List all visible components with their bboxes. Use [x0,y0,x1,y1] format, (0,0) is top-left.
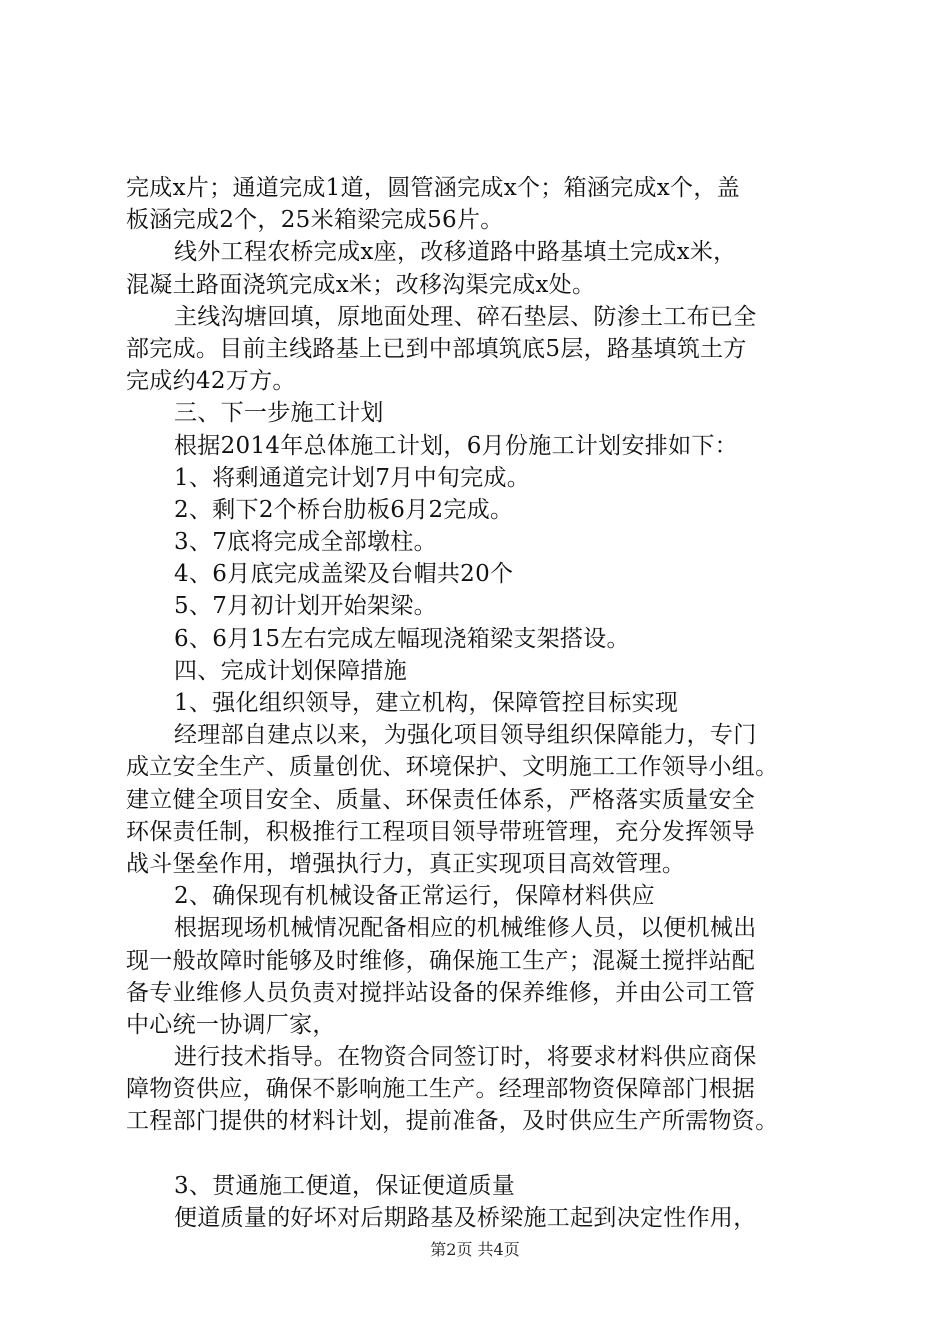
text-line: 障物资供应，确保不影响施工生产。经理部物资保障部门根据 [126,1076,756,1103]
subsection-heading: 3、贯通施工便道，保证便道质量 [174,1172,516,1199]
text-line: 成立安全生产、质量创优、环境保护、文明施工工作领导小组。 [126,754,779,781]
list-item: 5、7月初计划开始架梁。 [174,593,437,620]
text-line: 工程部门提供的材料计划，提前准备，及时供应生产所需物资。 [126,1108,779,1135]
section-heading: 四、完成计划保障措施 [174,657,407,684]
paragraph-start: 进行技术指导。在物资合同签订时，将要求材料供应商保 [174,1044,757,1071]
list-item: 3、7底将完成全部墩柱。 [174,529,437,556]
text-line: 中心统一协调厂家， [126,1011,336,1038]
page-number: 第2页 共4页 [430,1240,520,1259]
text-line: 环保责任制，积极推行工程项目领导带班管理，充分发挥领导 [126,818,756,845]
text-line: 现一般故障时能够及时维修，确保施工生产；混凝土搅拌站配 [126,947,756,974]
list-item: 4、6月底完成盖梁及台帽共20个 [174,561,514,588]
text-line: 建立健全项目安全、质量、环保责任体系，严格落实质量安全 [126,786,756,813]
blank-line [126,1138,846,1170]
document-body [126,172,846,1234]
subsection-heading: 2、确保现有机械设备正常运行，保障材料供应 [174,883,655,910]
paragraph-start: 便道质量的好坏对后期路基及桥梁施工起到决定性作用， [174,1204,757,1231]
list-item: 1、将剩通道完计划7月中旬完成。 [174,464,531,491]
paragraph-start: 根据2014年总体施工计划，6月份施工计划安排如下： [174,432,738,459]
text-line: 混凝土路面浇筑完成x米；改移沟渠完成x处。 [126,271,596,298]
text-line: 部完成。目前主线路基上已到中部填筑底5层，路基填筑土方 [126,335,747,362]
subsection-heading: 1、强化组织领导，建立机构，保障管控目标实现 [174,690,679,716]
list-item: 6、6月15左右完成左幅现浇箱梁支架搭设。 [174,625,630,652]
paragraph-start: 主线沟塘回填，原地面处理、碎石垫层、防渗土工布已全 [174,303,757,330]
paragraph-start: 线外工程农桥完成x座，改移道路中路基填土完成x米， [174,239,737,266]
text-line: 完成约42万方。 [126,368,296,395]
text-line: 板涵完成2个，25米箱梁完成56片。 [126,207,504,234]
text-line: 战斗堡垒作用，增强执行力，真正实现项目高效管理。 [126,850,686,877]
paragraph-start: 经理部自建点以来，为强化项目领导组织保障能力，专门 [174,722,757,749]
section-heading: 三、下一步施工计划 [174,400,384,427]
list-item: 2、剩下2个桥台肋板6月2完成。 [174,496,514,523]
paragraph-start: 根据现场机械情况配备相应的机械维修人员，以便机械出 [174,915,757,942]
text-line: 完成x片；通道完成1道，圆管涵完成x个；箱涵完成x个，盖 [126,175,740,201]
text-line: 备专业维修人员负责对搅拌站设备的保养维修，并由公司工管 [126,979,756,1006]
